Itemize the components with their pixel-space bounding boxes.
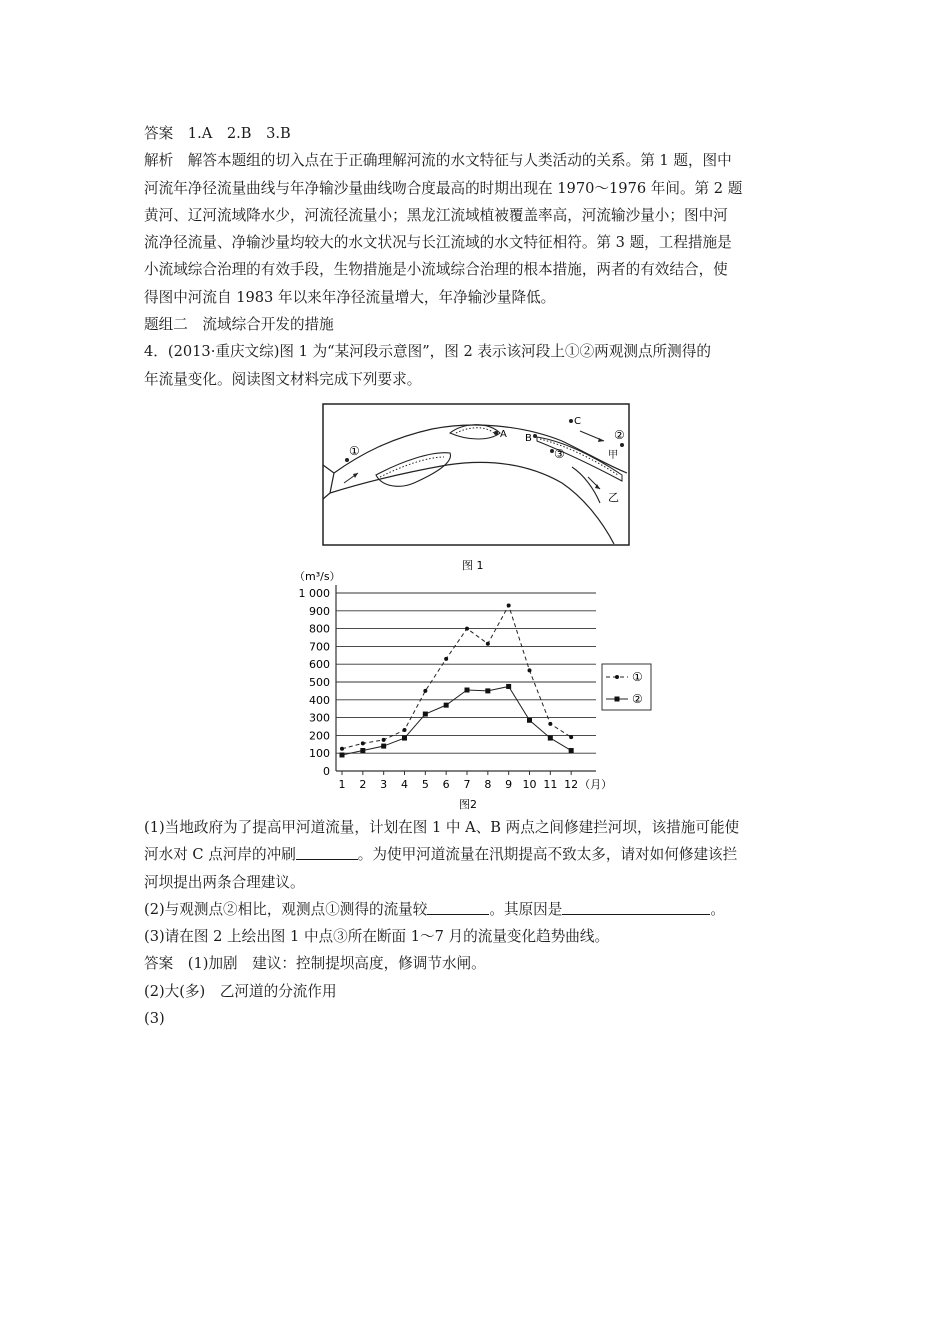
island [376,453,450,487]
analysis-line: 河流年净径流量曲线与年净输沙量曲线吻合度最高的时期出现在 1970～1976 年间。第 2 题 [144,179,743,197]
label-point-1: ① [349,444,360,458]
answer-line: (2)大(多) 乙河道的分流作用 [144,982,337,1000]
x-tick-label: 4 [401,778,408,791]
data-point [423,689,427,693]
x-axis-unit: （月） [579,778,613,791]
data-point [528,668,532,672]
y-tick-label: 100 [309,747,330,761]
y-tick-label: 500 [309,676,330,689]
analysis-line: 小流域综合治理的有效手段，生物措施是小流域综合治理的根本措施，两者的有效结合，使 [144,261,728,279]
river-bank [323,465,334,499]
question-1-text: 。为使甲河道流量在汛期提高不致太多，请对如何修建该拦 [357,846,738,864]
series-line-1 [342,605,571,748]
label-jia: 甲 [608,450,618,461]
x-tick-label: 12 [564,778,579,791]
y-tick-label: 0 [323,765,330,778]
data-point [569,735,573,739]
data-point [360,748,365,753]
x-tick-label: 5 [421,778,429,791]
point-c [569,419,573,423]
question-1-line: 河坝提出两条合理建议。 [144,873,305,891]
data-point [507,603,511,607]
point-1 [345,458,349,462]
data-point [444,657,448,661]
data-point [340,747,344,751]
answer-blank[interactable] [296,844,358,860]
label-yi: 乙 [608,491,619,504]
y-axis-unit: （m³/s） [294,570,341,583]
data-point [548,736,553,741]
analysis-line: 黄河、辽河流域降水少，河流径流量小；黑龙江流域植被覆盖率高，河流输沙量小；图中河 [144,206,728,224]
question-2-text: 。其原因是 [489,900,563,918]
data-point [382,738,386,742]
figure-1 [322,403,632,577]
y-tick-label: 300 [309,711,330,725]
data-point [465,627,469,631]
analysis-line: 流净径流量、净输沙量均较大的水文状况与长江流域的水文特征相符。第 3 题，工程措施是 [144,234,732,252]
label-point-2: ② [614,428,625,442]
y-tick-label: 900 [309,604,330,618]
x-tick-label: 9 [505,778,513,791]
questions-block [144,814,810,1032]
data-point [506,684,511,689]
data-point [527,718,532,723]
legend-box [602,664,651,710]
point-2 [620,443,624,447]
question-2-text: (2)与观测点②相比，观测点①测得的流量较 [144,900,428,918]
legend-marker [615,697,620,702]
label-c: C [574,416,581,427]
question-1-text: 河水对 C 点河岸的冲刷 [144,846,296,864]
x-tick-label: 1 [338,778,346,791]
island [450,425,500,439]
y-tick-label: 1 000 [298,587,330,600]
analysis-line: 得图中河流自 1983 年以来年净径流量增大，年净输沙量降低。 [144,288,556,306]
point-b [533,434,537,438]
data-point [402,736,407,741]
data-point [361,741,365,745]
sandbar-shoal [540,439,618,475]
y-tick-label: 700 [309,640,330,654]
river-section-map [322,403,632,573]
x-tick-label: 10 [522,778,537,791]
x-tick-label: 2 [359,778,367,791]
flow-arrow-head [353,473,358,478]
series-line-2 [342,686,571,755]
legend-label: ② [632,692,643,706]
answer-blank[interactable] [562,899,710,915]
question-4-stem: 4．(2013·重庆文综)图 1 为“某河段示意图”，图 2 表示该河段上①②两观测点所测得的 [144,343,711,361]
answer-line: 答案 (1)加剧 建议：控制提坝高度，修调节水闸。 [144,955,486,973]
answer-blank[interactable] [427,899,489,915]
figure-2 [270,566,670,820]
answer-line: (3) [144,1010,165,1028]
y-tick-label: 200 [309,729,330,743]
data-point [423,712,428,717]
data-point [444,703,449,708]
data-point [465,688,470,693]
data-point [569,748,574,753]
label-point-3: ③ [554,447,565,461]
y-tick-label: 400 [309,693,330,707]
y-tick-label: 600 [309,658,330,672]
data-point [485,688,490,693]
x-tick-label: 3 [380,778,388,791]
legend-label: ① [632,670,643,684]
legend-marker [615,675,619,679]
figure-1-caption: 图 1 [462,559,484,572]
x-tick-label: 6 [442,778,450,791]
x-tick-label: 8 [484,778,492,791]
x-tick-label: 11 [543,778,558,791]
question-1-line: (1)当地政府为了提高甲河道流量，计划在图 1 中 A、B 两点之间修建拦河坝，该措施可能使 [144,819,740,836]
data-point [548,722,552,726]
river-bank [330,462,614,544]
question-4-stem: 年流量变化。阅读图文材料完成下列要求。 [144,370,422,388]
answers-block [144,120,810,393]
answer-line: 答案 1.A 2.B 3.B [144,125,291,142]
x-tick-label: 7 [463,778,471,791]
question-2-line [144,896,810,923]
island-shoal [456,428,494,433]
question-1-line [144,841,810,868]
question-3-line: (3)请在图 2 上绘出图 1 中点③所在断面 1～7 月的流量变化趋势曲线。 [144,928,610,946]
y-tick-label: 800 [309,622,330,636]
data-point [381,744,386,749]
analysis-line: 解析 解答本题组的切入点在于正确理解河流的水文特征与人类活动的关系。第 1 题，图中 [144,152,732,170]
flow-arrow-head [598,438,604,442]
figure-2-caption: 图2 [459,798,477,811]
data-point [403,728,407,732]
label-a: A [500,429,507,440]
label-b: B [525,433,532,444]
point-a [494,431,498,435]
question-2-text: 。 [710,900,725,918]
group-title: 题组二 流域综合开发的措施 [144,316,334,334]
data-point [340,752,345,757]
data-point [486,642,490,646]
flow-line-chart [270,566,670,816]
